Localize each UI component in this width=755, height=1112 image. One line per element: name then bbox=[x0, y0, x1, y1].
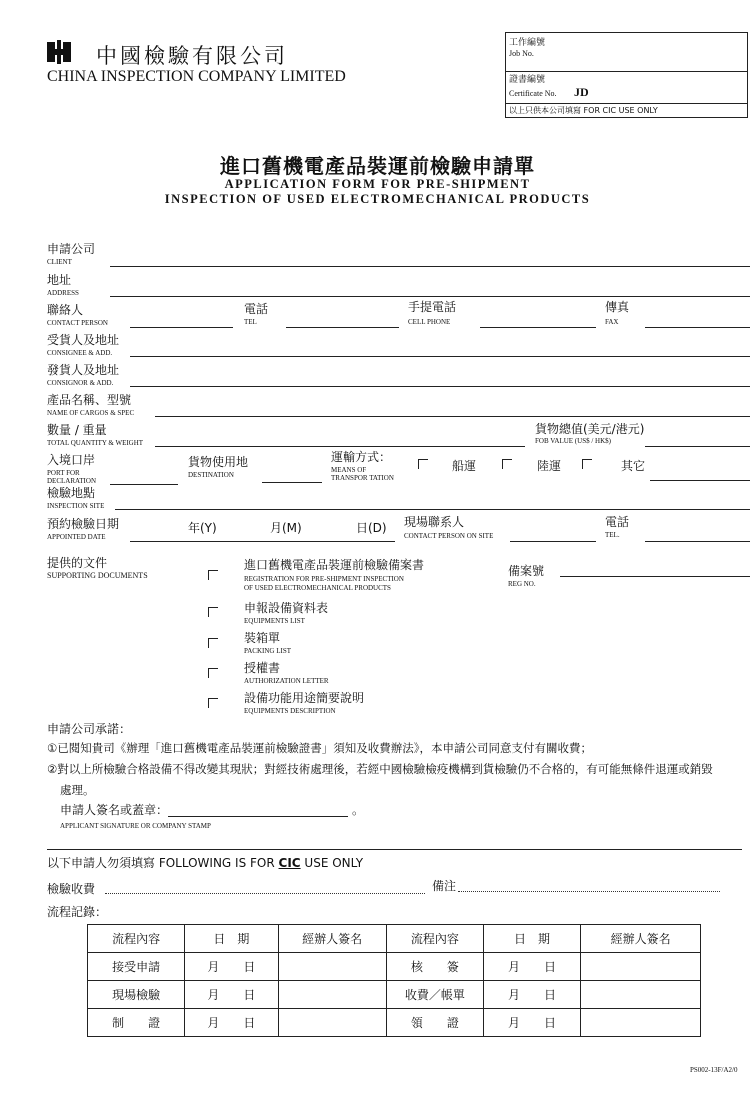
table-header-cell: 流程內容 bbox=[88, 925, 185, 953]
qty-field[interactable] bbox=[155, 446, 525, 447]
dest-label-zh: 貨物使用地 bbox=[188, 455, 249, 469]
signature-label-zh: 申請人簽名或蓋章： bbox=[60, 803, 169, 817]
other-label: 其它 bbox=[621, 459, 646, 473]
cargo-field[interactable] bbox=[155, 416, 750, 417]
office-heading-post: USE ONLY bbox=[300, 856, 364, 870]
appt-label-en: APPOINTED DATE bbox=[47, 533, 106, 541]
cert-no-label-zh: 證書編號 bbox=[509, 75, 546, 85]
table-cell[interactable]: 月 日 bbox=[185, 953, 278, 981]
doc-checkbox-authorization[interactable] bbox=[208, 668, 218, 678]
address-label-zh: 地址 bbox=[47, 273, 72, 287]
fee-label: 檢驗收費 bbox=[47, 882, 96, 896]
table-header-cell: 日 期 bbox=[185, 925, 278, 953]
appt-label-zh: 預約檢驗日期 bbox=[47, 517, 120, 531]
docs-label-en: SUPPORTING DOCUMENTS bbox=[47, 571, 148, 580]
section-divider bbox=[47, 849, 742, 850]
company-name-en: CHINA INSPECTION COMPANY LIMITED bbox=[47, 68, 346, 85]
job-no-label-en: Job No. bbox=[509, 49, 534, 58]
cell-field[interactable] bbox=[480, 327, 596, 328]
fax-label-en: FAX bbox=[605, 318, 619, 326]
office-heading bbox=[47, 857, 363, 870]
table-row bbox=[88, 1009, 701, 1037]
onsite-label-en: CONTACT PERSON ON SITE bbox=[404, 532, 494, 540]
office-heading-cic: CIC bbox=[278, 856, 301, 870]
table-header-cell: 流程內容 bbox=[386, 925, 483, 953]
tel2-label-zh: 電話 bbox=[605, 515, 630, 529]
regno-label-zh: 備案號 bbox=[508, 564, 545, 578]
table-cell[interactable] bbox=[278, 981, 386, 1009]
year-label: 年(Y) bbox=[188, 521, 217, 535]
table-cell[interactable] bbox=[581, 953, 701, 981]
table-cell[interactable] bbox=[581, 981, 701, 1009]
land-checkbox[interactable] bbox=[502, 459, 512, 469]
cargo-label-zh: 產品名稱、型號 bbox=[47, 393, 132, 407]
table-cell: 制 證 bbox=[88, 1009, 185, 1037]
table-cell: 收費／帳單 bbox=[386, 981, 483, 1009]
client-label-zh: 申請公司 bbox=[47, 242, 96, 256]
remark-field[interactable] bbox=[458, 891, 720, 892]
table-cell: 接受申請 bbox=[88, 953, 185, 981]
doc-packing-list-en: PACKING LIST bbox=[244, 647, 291, 655]
consignee-label-zh: 受貨人及地址 bbox=[47, 333, 120, 347]
means-label-en-2: TRANSPOR TATION bbox=[331, 474, 394, 482]
regno-field[interactable] bbox=[560, 576, 750, 577]
appt-date-field[interactable] bbox=[130, 541, 395, 542]
tel2-label-en: TEL. bbox=[605, 531, 620, 539]
address-label-en: ADDRESS bbox=[47, 289, 79, 297]
means-label-en-1: MEANS OF bbox=[331, 466, 367, 474]
port-field[interactable] bbox=[110, 484, 178, 485]
table-row bbox=[88, 953, 701, 981]
land-label: 陸運 bbox=[537, 459, 562, 473]
signature-field[interactable] bbox=[168, 816, 348, 817]
table-header-row bbox=[88, 925, 701, 953]
cargo-label-en: NAME OF CARGOS & SPEC bbox=[47, 409, 135, 417]
office-heading-pre: 以下申請人勿須填寫 FOLLOWING IS FOR bbox=[47, 856, 279, 870]
undertaking-item-2a: ②對以上所檢驗合格設備不得改變其現狀；對經技術處理後，若經中國檢驗檢疫機構到貨檢驗仍不合格的，有可能無條件退運或銷毀 bbox=[47, 762, 713, 776]
table-header-cell: 經辦人簽名 bbox=[278, 925, 386, 953]
cert-prefix: JD bbox=[574, 85, 589, 99]
table-cell[interactable] bbox=[278, 953, 386, 981]
doc-checkbox-equipments-list[interactable] bbox=[208, 607, 218, 617]
ship-checkbox[interactable] bbox=[418, 459, 428, 469]
client-label-en: CLIENT bbox=[47, 258, 72, 266]
site-label-zh: 檢驗地點 bbox=[47, 486, 96, 500]
cic-use-only-note: 以上只供本公司填寫 FOR CIC USE ONLY bbox=[509, 106, 658, 115]
company-logo bbox=[47, 40, 71, 64]
doc-registration-en-1: REGISTRATION FOR PRE-SHIPMENT INSPECTION bbox=[244, 575, 404, 583]
doc-packing-list-zh: 裝箱單 bbox=[244, 631, 281, 645]
consignor-field[interactable] bbox=[130, 386, 750, 387]
logo-icon bbox=[47, 40, 71, 64]
doc-equipments-list-en: EQUIPMENTS LIST bbox=[244, 617, 305, 625]
fax-field[interactable] bbox=[645, 327, 750, 328]
day-label: 日(D) bbox=[356, 521, 387, 535]
tel-field[interactable] bbox=[286, 327, 399, 328]
consignee-field[interactable] bbox=[130, 356, 750, 357]
company-name-zh: 中國檢驗有限公司 bbox=[96, 44, 288, 68]
cert-no-label-en: Certificate No. bbox=[509, 89, 557, 98]
table-cell[interactable]: 月 日 bbox=[483, 953, 580, 981]
table-cell[interactable]: 月 日 bbox=[483, 981, 580, 1009]
form-title-en-1: APPLICATION FORM FOR PRE-SHIPMENT bbox=[224, 177, 531, 191]
tel-label-en: TEL bbox=[244, 318, 257, 326]
site-field[interactable] bbox=[115, 509, 750, 510]
cell-label-en: CELL PHONE bbox=[408, 318, 451, 326]
table-cell[interactable] bbox=[278, 1009, 386, 1037]
table-row bbox=[88, 981, 701, 1009]
ship-label: 船運 bbox=[452, 459, 477, 473]
fax-label-zh: 傳真 bbox=[605, 300, 630, 314]
undertaking-item-2b: 處理。 bbox=[60, 783, 95, 797]
port-label-en-1: PORT FOR bbox=[47, 469, 80, 477]
table-cell: 領 證 bbox=[386, 1009, 483, 1037]
form-title-en-2: INSPECTION OF USED ELECTROMECHANICAL PRODUCTS bbox=[164, 192, 591, 206]
contact-label-zh: 聯絡人 bbox=[47, 303, 84, 317]
office-box bbox=[505, 32, 748, 118]
doc-checkbox-packing-list[interactable] bbox=[208, 638, 218, 648]
month-label: 月(M) bbox=[270, 521, 302, 535]
client-field[interactable] bbox=[110, 266, 750, 267]
doc-equipments-list-zh: 申報設備資料表 bbox=[244, 601, 329, 615]
doc-checkbox-description[interactable] bbox=[208, 698, 218, 708]
contact-field[interactable] bbox=[130, 327, 233, 328]
doc-authorization-zh: 授權書 bbox=[244, 661, 281, 675]
other-field[interactable] bbox=[650, 480, 750, 481]
qty-label-zh: 數量 / 重量 bbox=[47, 423, 107, 437]
table-cell[interactable]: 月 日 bbox=[185, 981, 278, 1009]
job-no-label-zh: 工作編號 bbox=[509, 38, 546, 48]
site-label-en: INSPECTION SITE bbox=[47, 502, 105, 510]
doc-registration-zh: 進口舊機電產品裝運前檢驗備案書 bbox=[244, 558, 425, 572]
tel2-field[interactable] bbox=[645, 541, 750, 542]
signature-label-en: APPLICANT SIGNATURE OR COMPANY STAMP bbox=[60, 822, 211, 830]
table-cell[interactable]: 月 日 bbox=[185, 1009, 278, 1037]
process-table bbox=[87, 924, 701, 1037]
table-cell[interactable] bbox=[581, 1009, 701, 1037]
table-cell: 核 簽 bbox=[386, 953, 483, 981]
fob-label-zh: 貨物總值(美元/港元) bbox=[535, 422, 645, 436]
table-cell: 現場檢驗 bbox=[88, 981, 185, 1009]
means-label-zh: 運輸方式： bbox=[331, 450, 392, 464]
table-header-cell: 經辦人簽名 bbox=[581, 925, 701, 953]
doc-registration-en-2: OF USED ELECTROMECHANICAL PRODUCTS bbox=[244, 584, 391, 592]
dest-field[interactable] bbox=[262, 482, 322, 483]
other-checkbox[interactable] bbox=[582, 459, 592, 469]
docs-label-zh: 提供的文件 bbox=[47, 556, 108, 570]
form-title-zh: 進口舊機電產品裝運前檢驗申請單 bbox=[220, 154, 535, 178]
contact-label-en: CONTACT PERSON bbox=[47, 319, 108, 327]
consignor-label-en: CONSIGNOR & ADD. bbox=[47, 379, 114, 387]
fee-field[interactable] bbox=[105, 893, 425, 894]
consignor-label-zh: 發貨人及地址 bbox=[47, 363, 120, 377]
doc-checkbox-registration[interactable] bbox=[208, 570, 218, 580]
fob-label-en: FOB VALUE (US$ / HK$) bbox=[535, 437, 611, 445]
undertaking-item-1: ①已閱知貴司《辦理「進口舊機電產品裝運前檢驗證書」須知及收費辦法》，本申請公司同意支付有關收費； bbox=[47, 741, 593, 755]
process-label: 流程記錄： bbox=[47, 905, 108, 919]
dest-label-en: DESTINATION bbox=[188, 471, 234, 479]
port-label-en-2: DECLARATION bbox=[47, 477, 96, 485]
doc-description-en: EQUIPMENTS DESCRIPTION bbox=[244, 707, 336, 715]
port-label-zh: 入境口岸 bbox=[47, 453, 96, 467]
address-field[interactable] bbox=[110, 296, 750, 297]
regno-label-en: REG NO. bbox=[508, 580, 536, 588]
consignee-label-en: CONSIGNEE & ADD. bbox=[47, 349, 113, 357]
doc-description-zh: 設備功能用途簡要說明 bbox=[244, 691, 365, 705]
signature-end: 。 bbox=[352, 803, 365, 817]
qty-label-en: TOTAL QUANTITY & WEIGHT bbox=[47, 439, 144, 447]
tel-label-zh: 電話 bbox=[244, 302, 269, 316]
table-header-cell: 日 期 bbox=[483, 925, 580, 953]
form-code: PS002-13F/A2/0 bbox=[690, 1066, 738, 1074]
undertaking-heading: 申請公司承諾： bbox=[47, 722, 132, 736]
onsite-label-zh: 現場聯系人 bbox=[404, 515, 465, 529]
remark-label: 備注 bbox=[432, 879, 457, 893]
fob-field[interactable] bbox=[645, 446, 750, 447]
table-cell[interactable]: 月 日 bbox=[483, 1009, 580, 1037]
doc-authorization-en: AUTHORIZATION LETTER bbox=[244, 677, 329, 685]
cell-label-zh: 手提電話 bbox=[408, 300, 457, 314]
onsite-field[interactable] bbox=[510, 541, 596, 542]
